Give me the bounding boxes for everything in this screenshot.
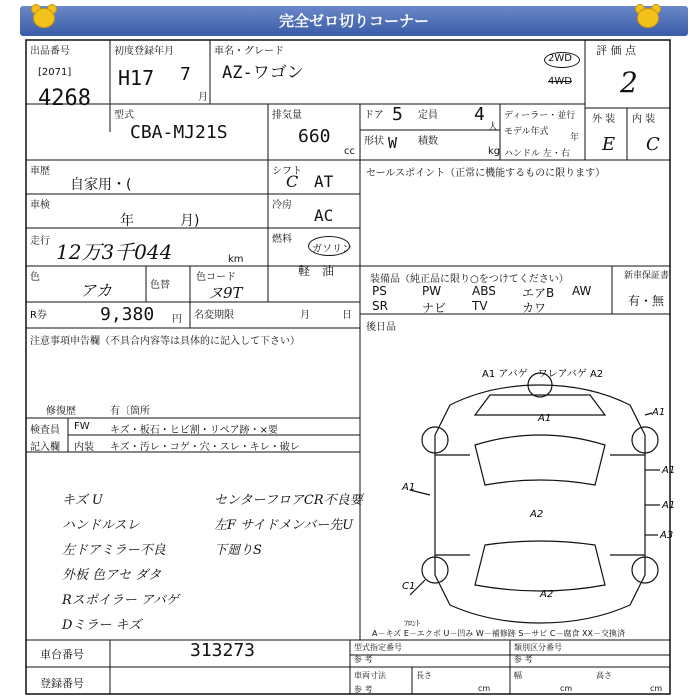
repair-value: 有〔箇所 xyxy=(110,406,150,417)
type-ref-label: 参 考 xyxy=(354,655,373,664)
handwritten-notes-left xyxy=(62,488,212,638)
inspect-label: 車検 xyxy=(30,200,50,211)
km-unit: km xyxy=(228,254,244,265)
handle-label: ハンドル 左・右 xyxy=(504,149,570,159)
shift-label: シフト xyxy=(272,166,302,177)
inspect-month: 月) xyxy=(180,213,200,229)
damage-mark: A1 xyxy=(662,500,676,511)
kg-unit: kg xyxy=(488,146,501,157)
lot-number: 4268 xyxy=(38,86,91,111)
page-title: 完全ゼロ切りコーナー xyxy=(278,12,429,30)
damage-legend: A－キズ E－エクボ U－凹み W－補修跡 S－サビ C－腐食 XX－交換済 xyxy=(372,629,626,638)
damage-mark: A1 xyxy=(652,407,666,418)
person-unit: 人 xyxy=(488,122,498,133)
fuel-gas: ガソリン xyxy=(312,244,352,255)
disp-value: 660 xyxy=(298,126,331,147)
shape-label: 形状 xyxy=(364,136,384,147)
door-value: 5 xyxy=(392,104,403,125)
cap-label: 定員 xyxy=(418,110,438,121)
height-label: 高さ xyxy=(596,671,612,680)
disp-label: 排気量 xyxy=(272,110,302,121)
ext-label: 外 装 xyxy=(592,114,616,125)
month-unit: 月 xyxy=(198,92,208,103)
length-cm: cm xyxy=(478,684,491,693)
damage-mark: A2 xyxy=(530,509,544,520)
int-items: キズ・汚レ・コゲ・穴・スレ・キレ・破レ xyxy=(110,442,300,453)
tax-day: 日 xyxy=(342,310,352,321)
drive-4wd: 4WD xyxy=(548,76,572,87)
shape-value: W xyxy=(388,134,398,152)
reg-year: H17 xyxy=(118,66,155,90)
damage-mark: A2 xyxy=(540,589,554,600)
equipment-item: ナビ xyxy=(422,301,447,315)
front-label: ﾌﾛﾝﾄ xyxy=(404,619,420,628)
equipment-item: AW xyxy=(572,284,592,298)
color-label: 色 xyxy=(30,272,40,283)
score-value: 2 xyxy=(620,66,638,99)
model-label: 型式 xyxy=(114,110,134,121)
equipment-item: カワ xyxy=(522,301,547,315)
model-year-label: モデル年式 xyxy=(504,127,549,137)
reg-month: 7 xyxy=(180,64,191,85)
fw-label: FW xyxy=(74,421,90,432)
note-line: 外板 色アセ ダタ xyxy=(62,568,162,583)
inspector-label: 検査員 xyxy=(30,425,60,436)
damage-mark: A1 xyxy=(402,482,416,493)
note-line: ハンドルスレ xyxy=(62,518,140,533)
class-ref-label: 参 考 xyxy=(514,655,533,664)
tax-label: 名変期限 xyxy=(194,310,234,321)
height-cm: cm xyxy=(650,684,663,693)
int-label: 内 装 xyxy=(632,114,656,125)
mileage-value: 12万3千044 xyxy=(56,240,173,264)
new-tire-label: 新車保証書 xyxy=(624,271,670,281)
dealer-label: ディーラー・並行 xyxy=(504,111,576,121)
model-value: CBA-MJ21S xyxy=(130,122,228,143)
score-label: 評 価 点 xyxy=(596,44,636,57)
ac-value: AC xyxy=(314,206,334,225)
inspect-year: 年 xyxy=(120,213,134,229)
cc-unit: cc xyxy=(344,146,355,157)
equipment-item: TV xyxy=(472,299,488,313)
equip-label: 装備品（純正品に限り○をつけてください） xyxy=(370,274,569,285)
tax-month: 月 xyxy=(300,310,310,321)
history-value: 自家用・( xyxy=(70,177,132,193)
yen-unit: 円 xyxy=(172,314,182,325)
equipment-item: PS xyxy=(372,284,387,298)
type-spec-label: 型式指定番号 xyxy=(354,643,402,652)
drive-2wd: 2WD xyxy=(548,53,572,64)
equipment-item: ABS xyxy=(472,284,496,298)
diagram-top-label: A1 アバゲ ワレアバゲ A2 xyxy=(482,369,604,380)
damage-mark: C1 xyxy=(402,581,416,592)
fw-items: キズ・板石・ヒビ割・リペア跡・×要 xyxy=(110,425,278,436)
reg-number-label: 登録番号 xyxy=(40,677,84,690)
first-reg-label: 初度登録年月 xyxy=(114,46,174,57)
ac-label: 冷房 xyxy=(272,200,292,211)
size-label: 車両寸法 xyxy=(354,671,386,680)
equipment-item: PW xyxy=(422,284,442,298)
int-grade: C xyxy=(646,134,660,155)
note-line: Rスポイラー アバゲ xyxy=(62,593,179,608)
fuel-label: 燃料 xyxy=(272,234,292,245)
notes-label: 注意事項申告欄（不具合内容等は具体的に記入して下さい） xyxy=(30,336,300,347)
equipment-item: SR xyxy=(372,299,388,313)
cap-value: 4 xyxy=(474,104,485,125)
equipment-item: エアB xyxy=(522,286,555,300)
ticket-label: R券 xyxy=(30,310,47,321)
mileage-label: 走行 xyxy=(30,236,50,247)
sales-point-label: セールスポイント（正常に機能するものに限ります） xyxy=(366,168,606,179)
color-code-label: 色コード xyxy=(196,272,236,283)
width-cm: cm xyxy=(560,684,573,693)
length-label: 長さ xyxy=(416,671,432,680)
record-label: 記入欄 xyxy=(30,442,60,453)
equipment-row-2 xyxy=(372,299,612,313)
new-tire-value: 有・無 xyxy=(628,294,665,308)
int-check-label: 内装 xyxy=(74,442,94,453)
color-change-label: 色替 xyxy=(150,280,170,291)
note-line: 下廻りS xyxy=(214,543,262,558)
handwritten-notes-right xyxy=(214,488,364,563)
color-value: アカ xyxy=(80,281,112,300)
repair-label: 修復歴 xyxy=(46,406,76,417)
lot-label: 出品番号 xyxy=(30,46,70,57)
chassis-label: 車台番号 xyxy=(40,648,84,661)
fuel-oil: 軽 油 xyxy=(298,264,335,278)
lot-code: [2071] xyxy=(38,67,72,78)
class-label: 類別区分番号 xyxy=(514,643,562,652)
size-ref-label: 参 考 xyxy=(354,685,373,694)
ext-grade: E xyxy=(602,134,616,155)
year-suffix: 年 xyxy=(570,133,580,143)
note-line: センターフロアCR不良要 xyxy=(214,493,363,508)
chassis-value: 313273 xyxy=(190,640,256,661)
door-label: ドア xyxy=(364,110,384,121)
color-code-value: ヌ9T xyxy=(208,284,243,302)
note-line: キズ U xyxy=(62,493,103,508)
damage-mark: A3 xyxy=(660,530,674,541)
note-line: 左F サイドメンバー先U xyxy=(214,518,354,533)
history-label: 車歴 xyxy=(30,166,50,177)
car-name: AZ-ワゴン xyxy=(222,63,304,83)
note-line: 左ドアミラー不良 xyxy=(62,543,166,558)
car-label: 車名・グレード xyxy=(214,46,284,57)
car-damage-diagram xyxy=(390,365,680,635)
note-line: Dミラー キズ xyxy=(62,618,142,633)
damage-mark: A1 xyxy=(662,465,676,476)
load-label: 積数 xyxy=(418,136,438,147)
ticket-value: 9,380 xyxy=(100,304,155,325)
shift-value: AT xyxy=(314,172,334,191)
later-label: 後日品 xyxy=(366,322,396,333)
width-label: 幅 xyxy=(514,671,522,680)
equipment-row-1 xyxy=(372,284,612,298)
shift-c: C xyxy=(286,172,299,191)
damage-mark: A1 xyxy=(538,413,552,424)
